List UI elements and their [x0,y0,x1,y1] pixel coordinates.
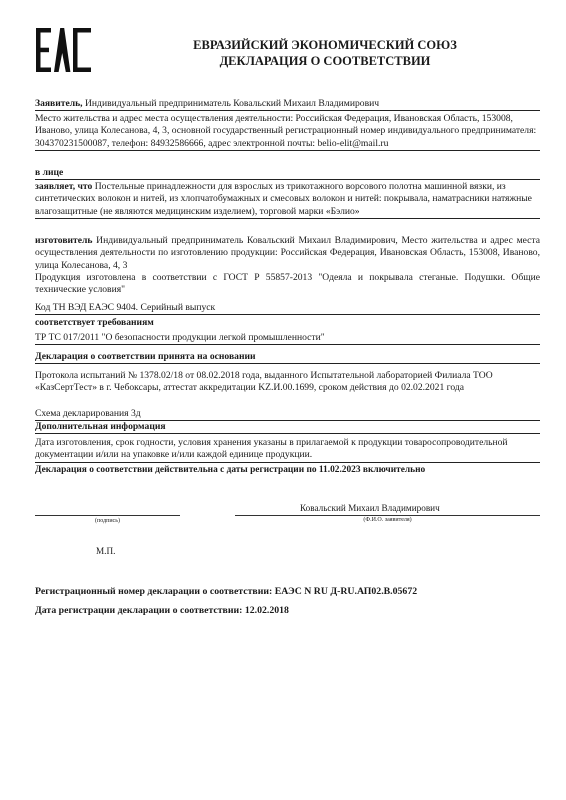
signature-line [35,515,180,516]
title-declaration: ДЕКЛАРАЦИЯ О СООТВЕТСТВИИ [219,54,431,68]
additional-info: Дата изготовления, срок годности, условия хранения указаны в прилагаемой к продукции товаросопроводительной документации и/или на упаковке и/или каждой единице продукции. [35,437,540,463]
manufacturer-block [35,235,540,272]
applicant-row [35,98,540,111]
complies-label: соответствует требованиям [35,317,154,328]
title-union: ЕВРАЗИЙСКИЙ ЭКОНОМИЧЕСКИЙ СОЮЗ [193,38,457,52]
manufacturer-text: Индивидуальный предприниматель Ковальский Михаил Владимирович, Место жительства и адрес места осуществления деятельности по изготовлению продукции: Российская Федерация, Ивановская Область, 153008, Иваново, улица Колесанова, 4, 3 [35,235,540,271]
registration-date: Дата регистрации декларации о соответствии: 12.02.2018 [35,605,289,616]
declaration-scheme: Схема декларирования 3д [35,408,540,421]
production-standard: Продукция изготовлена в соответствии с ГОСТ Р 55857-2013 "Одеяла и покрывала стеганые. Подушки. Общие технические условия" [35,272,540,296]
in-person-label: в лице [35,167,540,180]
fio-line [235,515,540,516]
basis-label: Декларация о соответствии принята на основании [35,351,540,364]
stamp-place: М.П. [96,546,116,556]
signature-caption: (подпись) [95,518,120,524]
manufacturer-label: изготовитель [35,235,93,246]
validity-period: Декларация о соответствии действительна с даты регистрации по 11.02.2023 включительно [35,465,426,475]
applicant-details: Место жительства и адрес места осуществления деятельности: Российская Федерация, Ивановская Область, 153008, Иваново, улица Колесанова, 4, 3, основной государственный регистрационный номер индивидуального предпринимателя: 304370231500087, телефон: 84932586666, адрес электронной почты: belio-elit@mail.ru [35,113,540,151]
registration-number: Регистрационный номер декларации о соответствии: ЕАЭС N RU Д-RU.АП02.В.05672 [35,586,418,597]
product-description [35,181,540,219]
applicant-label: Заявитель, [35,98,83,109]
declares-text: Постельные принадлежности для взрослых из трикотажного ворсового полотна машинной вязки, из синтетических волокон и нитей, из хлопчатобумажных и смесовых волокон и нитей: покрывала, наматрасники натяжные влагозащитные (не являются медицинским изделием), торговой марки «Бэлио» [35,181,532,217]
fio-caption: (Ф.И.О. заявителя) [363,517,412,523]
document-title [110,37,540,69]
applicant-signature-name: Ковальский Михаил Владимирович [300,503,440,513]
test-protocol: Протокола испытаний № 1378.02/18 от 08.02.2018 года, выданного Испытательной лабораторией Филиала ТОО «КазСертТест» в г. Чебоксары, аттестат аккредитации KZ.И.00.1699, сроком действия до 02.02.2021 года [35,370,493,394]
declares-label: заявляет, что [35,181,93,192]
technical-regulation: ТР ТС 017/2011 "О безопасности продукции легкой промышленности" [35,332,540,345]
eac-logo-icon [35,27,93,73]
applicant-name: Индивидуальный предприниматель Ковальский Михаил Владимирович [85,98,380,109]
product-code: Код ТН ВЭД ЕАЭС 9404. Серийный выпуск [35,302,540,315]
additional-label: Дополнительная информация [35,421,540,434]
